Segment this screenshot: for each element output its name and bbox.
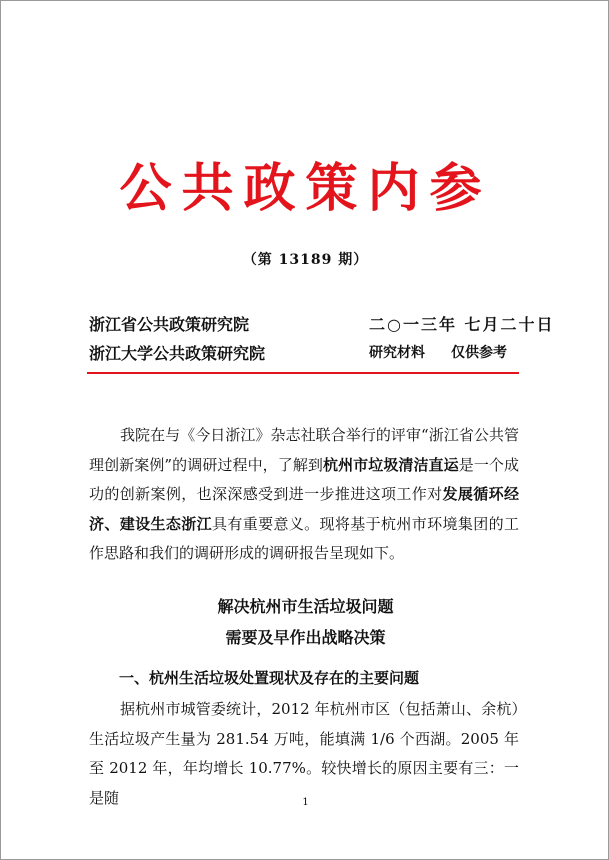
body-paragraph: 据杭州市城管委统计，2012 年杭州市区（包括萧山、余杭）生活垃圾产生量为 281.54 万吨，能填满 1/6 个西湖。2005 年至 2012 年，年均增长 10.77%。较快增长的原因主要有三：一是随 xyxy=(89,700,519,807)
page-number: 1 xyxy=(302,797,309,808)
publisher-university: 浙江大学公共政策研究院 xyxy=(89,344,266,363)
publisher-provincial: 浙江省公共政策研究院 xyxy=(89,315,250,334)
intro-paragraph xyxy=(89,421,519,569)
intro-text-1: 我院在与《今日浙江》杂志社联合举行的评审“浙江省公共管理创新案例”的调研过程中，了解到 xyxy=(89,426,519,474)
heading-1: 一、杭州生活垃圾处置现状及存在的主要问题 xyxy=(119,669,420,687)
reference-note-left: 研究材料 xyxy=(369,345,425,361)
header-divider xyxy=(87,372,519,374)
document-title: 公共政策内参 xyxy=(119,158,492,219)
intro-highlight-1: 杭州市垃圾清洁直运 xyxy=(322,455,459,474)
intro-highlight-2: 发展循环经济、建设生态浙江 xyxy=(89,485,519,533)
issue-number: （第 13189 期） xyxy=(242,252,369,268)
intro-text-2: 是一个成功的创新案例，也深深感受到进一步推进这项工作对 xyxy=(89,455,519,503)
reference-note-right: 仅供参考 xyxy=(451,345,507,361)
section-title-line2: 需要及早作出战略决策 xyxy=(225,628,386,647)
publish-date: 二○一三年 七月二十日 xyxy=(369,315,555,334)
reference-note xyxy=(369,346,507,360)
section-title-line1: 解决杭州市生活垃圾问题 xyxy=(217,597,394,616)
intro-text-3: 具有重要意义。现将基于杭州市环境集团的工作思路和我们的调研形成的调研报告呈现如下。 xyxy=(89,514,519,562)
